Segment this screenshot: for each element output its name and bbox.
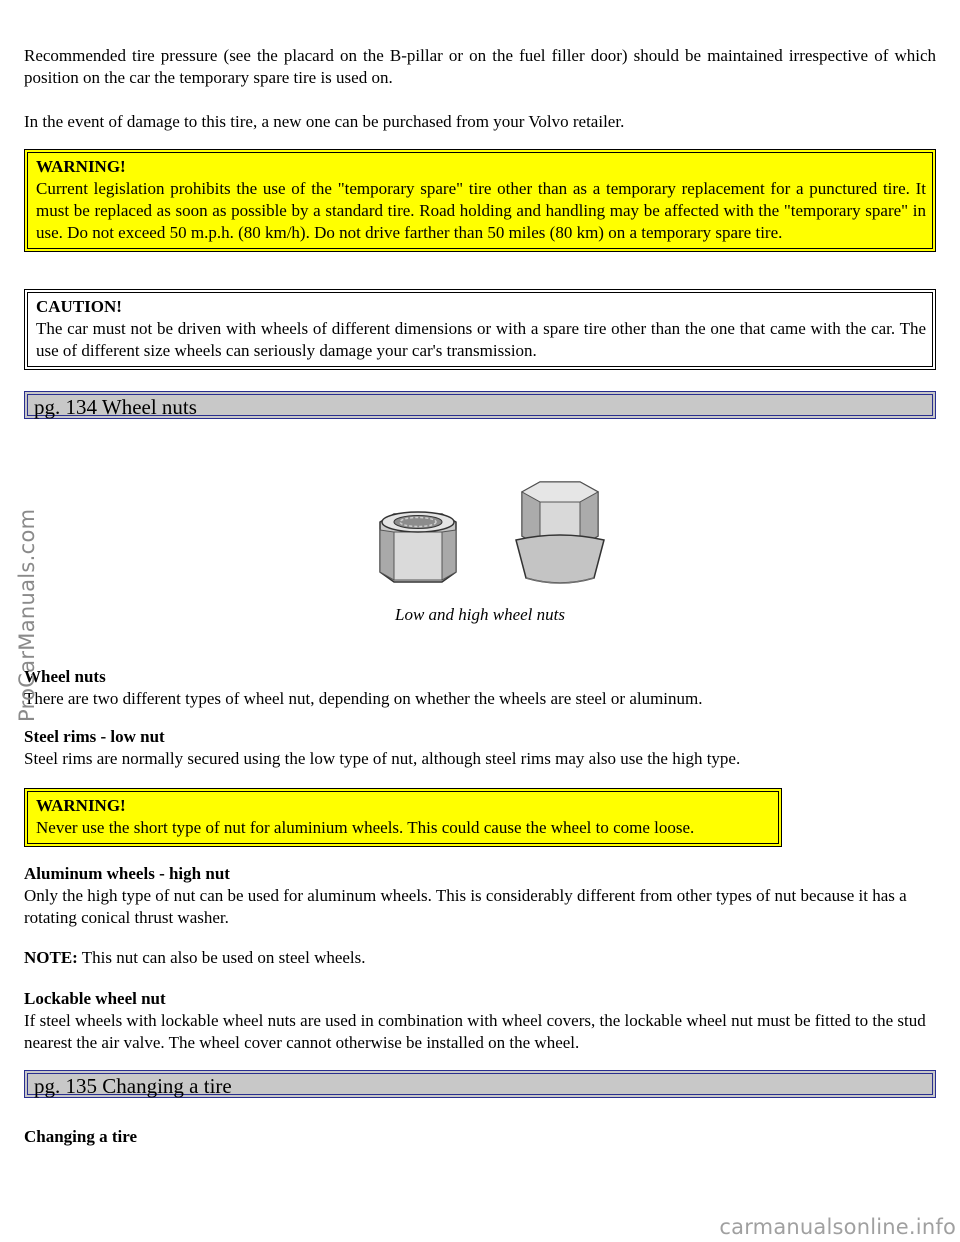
warning-label: WARNING!	[36, 157, 126, 176]
warning-text: Never use the short type of nut for aluminium wheels. This could cause the wheel to come loose.	[36, 818, 695, 837]
section-title: pg. 134 Wheel nuts	[34, 395, 197, 419]
warning-text: Current legislation prohibits the use of the "temporary spare" tire other than as a temporary replacement for a punctured tire. It must be replaced as soon as possible by a standard tire. Road holding and handling may be affected with the "temporary spare" in use. Do not exceed 50 m.p.h. (80 km/h). Do not drive farther than 50 miles (80 km) on a temporary spare tire.	[36, 179, 926, 242]
wheel-nuts-illustration	[354, 474, 614, 594]
note-label: NOTE:	[24, 948, 78, 967]
intro-paragraph-2: In the event of damage to this tire, a new one can be purchased from your Volvo retailer.	[24, 112, 625, 131]
caution-box-wheel-dimensions	[24, 289, 936, 370]
figure-caption: Low and high wheel nuts	[394, 605, 565, 624]
steel-rims-text: Steel rims are normally secured using the low type of nut, although steel rims may also use the high type.	[24, 749, 741, 768]
bottom-watermark: carmanualsonline.info	[719, 1215, 956, 1239]
changing-tire-heading: Changing a tire	[24, 1127, 138, 1146]
caution-label: CAUTION!	[36, 297, 122, 316]
side-watermark: ProCarManuals.com	[15, 508, 39, 722]
section-title: pg. 135 Changing a tire	[34, 1074, 232, 1098]
warning-box-temporary-spare	[24, 149, 936, 252]
aluminum-heading: Aluminum wheels - high nut	[24, 864, 230, 883]
steel-rims-heading: Steel rims - low nut	[24, 727, 165, 746]
warning-label: WARNING!	[36, 796, 126, 815]
wheel-nuts-figure	[354, 474, 614, 594]
section-header-changing-tire	[24, 1070, 936, 1098]
wheel-nuts-heading: Wheel nuts	[24, 667, 106, 686]
high-wheel-nut-icon	[516, 482, 604, 583]
wheel-nuts-block	[24, 666, 936, 710]
lockable-text: If steel wheels with lockable wheel nuts are used in combination with wheel covers, the lockable wheel nut must be fitted to the stud nearest the air valve. The wheel cover cannot otherwise be installed on the wheel.	[24, 1011, 926, 1052]
note-paragraph	[24, 947, 936, 969]
warning-box-short-nut	[24, 788, 782, 847]
intro-paragraph-1: Recommended tire pressure (see the placard on the B-pillar or on the fuel filler door) should be maintained irrespective of which position on the car the temporary spare tire is used on.	[24, 46, 936, 87]
aluminum-wheels-block	[24, 863, 936, 929]
aluminum-text: Only the high type of nut can be used for aluminum wheels. This is considerably different from other types of nut because it has a rotating conical thrust washer.	[24, 886, 907, 927]
steel-rims-block	[24, 726, 936, 770]
caution-text: The car must not be driven with wheels of different dimensions or with a spare tire other than the one that came with the car. The use of different size wheels can seriously damage your car's transmission.	[36, 319, 926, 360]
note-text: This nut can also be used on steel wheels.	[77, 948, 366, 967]
lockable-nut-block	[24, 988, 936, 1054]
lockable-heading: Lockable wheel nut	[24, 989, 166, 1008]
low-wheel-nut-icon	[380, 512, 456, 582]
wheel-nuts-text: There are two different types of wheel nut, depending on whether the wheels are steel or aluminum.	[24, 689, 703, 708]
section-header-wheel-nuts	[24, 391, 936, 419]
